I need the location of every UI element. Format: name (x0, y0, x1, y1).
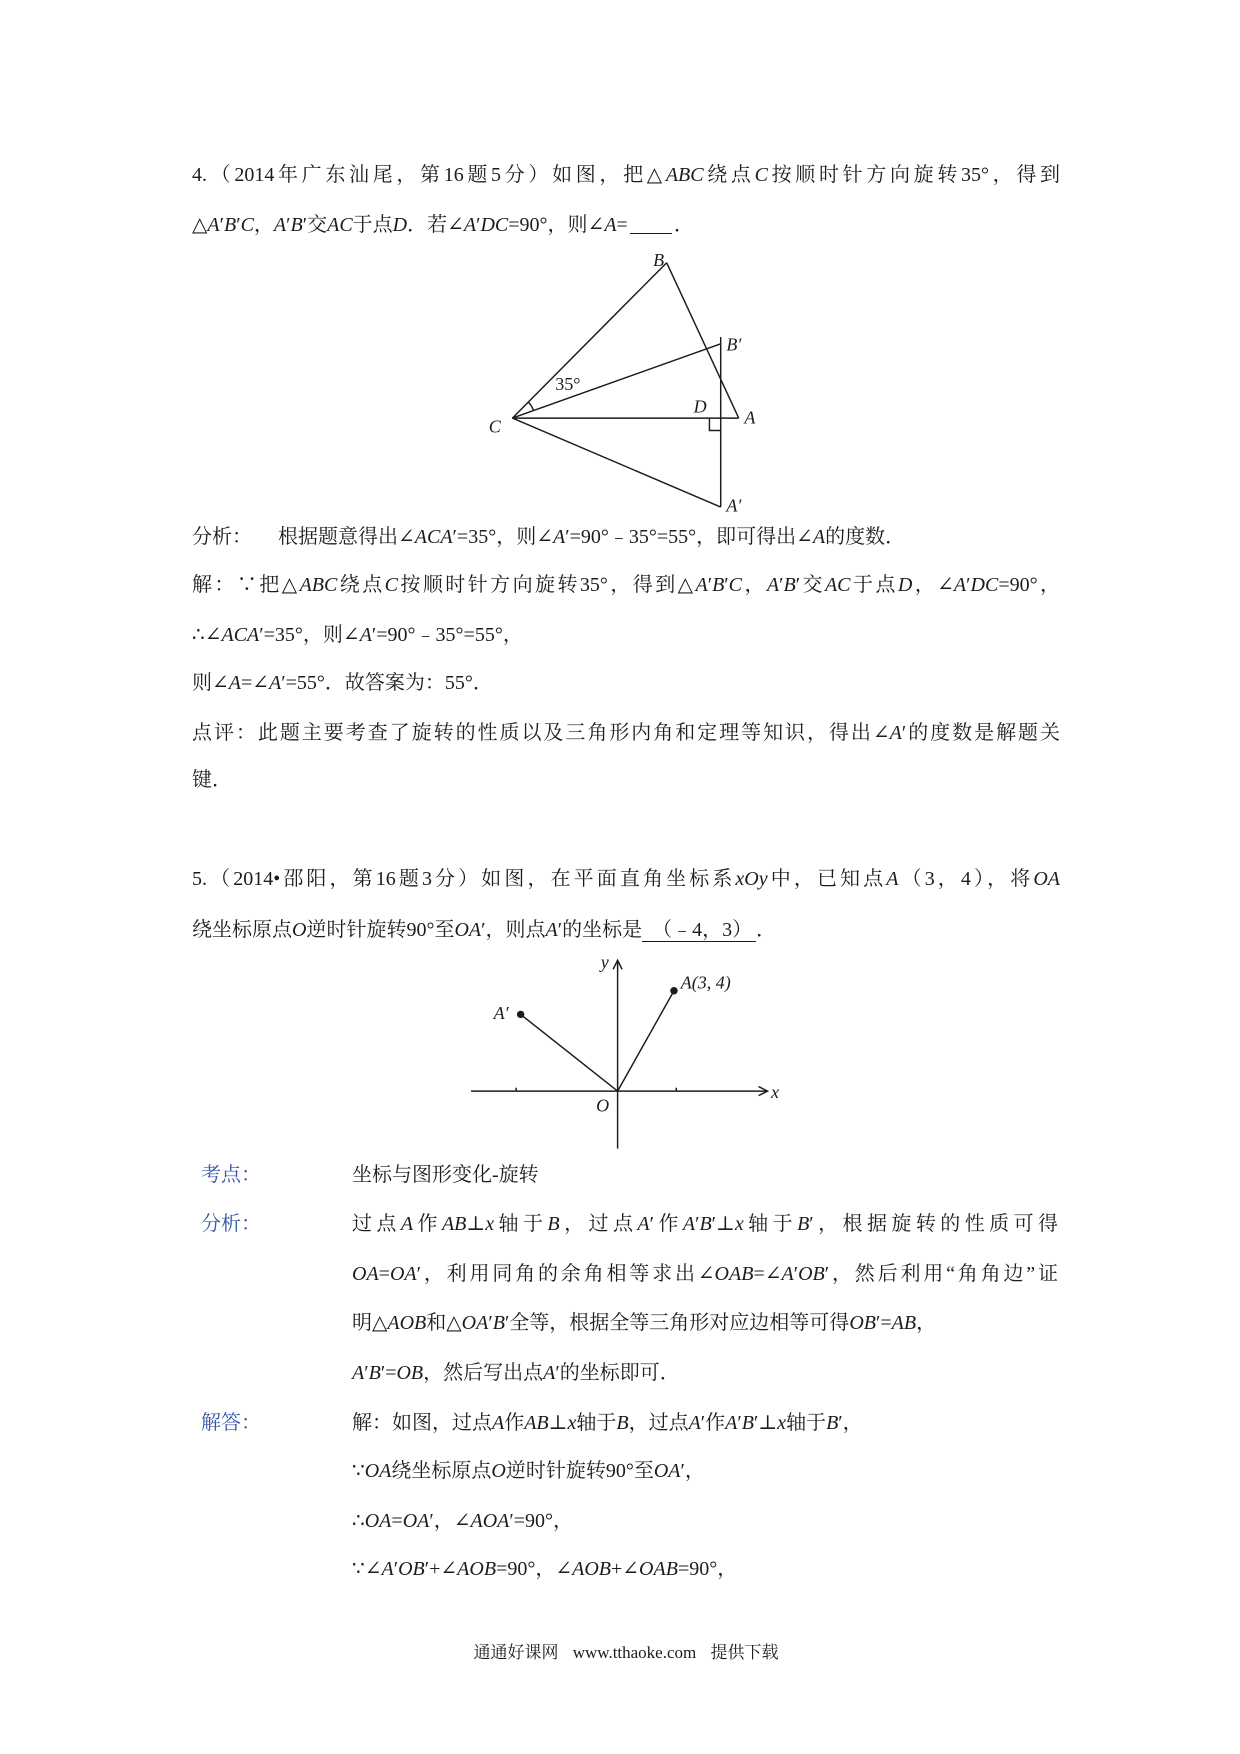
math-variable: C (384, 574, 398, 596)
label-c: C (488, 416, 501, 437)
problem4-solution-line-text: 解：∵把△ABC绕点C按顺时针方向旋转35°，得到△A′B′C，A′B′交AC于点D，∠A′DC=90°， (192, 574, 1061, 596)
math-variable: x (567, 1412, 577, 1434)
math-variable: OAB (639, 1558, 678, 1580)
math-variable: C (240, 214, 254, 236)
math-variable: B (547, 1213, 560, 1235)
problem4-stem-line1 (192, 160, 1060, 190)
math-variable: A (463, 214, 477, 236)
math-variable: OA (653, 1460, 681, 1482)
problem4-solution-line (192, 620, 1060, 650)
math-variable: A (886, 868, 899, 890)
label-point-a-prime: A′ (493, 1002, 509, 1023)
math-variable: D (897, 574, 913, 596)
math-variable: A (725, 1412, 738, 1434)
answer-line (352, 1408, 1058, 1438)
math-variable: B (616, 1412, 629, 1434)
math-variable: AC (824, 574, 851, 596)
math-variable: A (766, 574, 780, 596)
analysis-line-text: A′B′=OB，然后写出点A′的坐标即可． (352, 1362, 680, 1384)
math-variable: A (812, 526, 826, 548)
math-variable: A (352, 1362, 365, 1384)
problem4-solution-line-text: ∴∠ACA′=35°，则∠A′=90°﹣35°=55°， (192, 624, 523, 646)
problem4-stem-line1-text: 4.（2014年广东汕尾，第16题5分）如图，把△ABC绕点C按顺时针方向旋转35°，得到 (192, 164, 1061, 186)
segment-oa-prime (521, 1014, 618, 1091)
right-angle-marker (709, 418, 720, 430)
math-variable: AB (524, 1412, 549, 1434)
problem4-analysis-label: 分析： (192, 526, 252, 548)
problem5-stem-line2 (192, 915, 1060, 945)
label-y-axis: y (600, 952, 609, 973)
math-variable: ACA (414, 526, 453, 548)
segment-cb (512, 263, 666, 418)
math-variable: A (637, 1213, 650, 1235)
math-variable: B (290, 214, 303, 236)
math-variable: A (207, 214, 220, 236)
key-point-label: 考点： (201, 1164, 261, 1186)
problem4-analysis (192, 522, 1060, 552)
math-variable: OB (396, 1362, 424, 1384)
math-variable: B (826, 1412, 839, 1434)
answer-line-text: ∵∠A′OB′+∠AOB=90°，∠AOB+∠OAB=90°， (352, 1558, 738, 1580)
math-variable: B (712, 574, 725, 596)
math-variable: C (754, 164, 768, 186)
segment-oa (618, 991, 674, 1091)
analysis-label: 分析： (201, 1213, 261, 1235)
problem4-solution-line (192, 668, 1060, 698)
answer-line (352, 1456, 1058, 1486)
math-variable: B (699, 1213, 712, 1235)
point-a (670, 987, 677, 994)
problem5-stem-line2-end: ． (756, 919, 777, 941)
label-x-axis: x (770, 1081, 779, 1102)
math-variable: AOB (387, 1312, 427, 1334)
math-variable: OA (364, 1460, 392, 1482)
problem4-stem-line2-end: ． (673, 214, 694, 236)
math-variable: OAB (714, 1263, 754, 1285)
math-variable: B (797, 1213, 810, 1235)
math-variable: A (400, 1213, 414, 1235)
math-variable: A (228, 672, 241, 694)
math-variable: B (741, 1412, 754, 1434)
math-variable: A (269, 672, 282, 694)
math-variable: DC (480, 214, 509, 236)
key-point-text-content: 坐标与图形变化-旋转 (352, 1164, 539, 1186)
label-a-prime: A′ (726, 495, 742, 516)
problem4-comment-line (192, 765, 1060, 795)
segment-cb-prime (512, 344, 720, 418)
filled-answer: （﹣4，3） (642, 919, 756, 942)
math-variable: OA (461, 1312, 489, 1334)
math-variable: OB (798, 1263, 825, 1285)
problem4-solution-line-text: 则∠A=∠A′=55°．故答案为：55°． (192, 672, 493, 694)
problem5-coordinate-figure (462, 949, 789, 1152)
problem4-stem-line2 (192, 210, 1060, 240)
problem4-comment-line (192, 718, 1060, 748)
analysis-line-text: OA=OA′，利用同角的余角相等求出∠OAB=∠A′OB′，然后利用“角角边”证 (352, 1263, 1058, 1285)
problem5-stem-line2-text: 绕坐标原点O逆时针旋转90°至OA′，则点A′的坐标是 (192, 919, 643, 941)
label-b: B (653, 250, 665, 271)
math-variable: A (359, 624, 372, 646)
problem4-solution-line (192, 570, 1060, 600)
math-variable: OB (849, 1312, 876, 1334)
analysis-line (352, 1209, 1058, 1239)
problem4-stem-line2-text: △A′B′C，A′B′交AC于点D．若∠A′DC=90°，则∠A= (192, 214, 628, 236)
key-point-text (352, 1160, 1058, 1190)
math-variable: OA (352, 1263, 379, 1285)
answer-line (352, 1506, 1058, 1536)
analysis-line (352, 1308, 1058, 1338)
math-variable: OA (389, 1263, 417, 1285)
math-variable: O (292, 919, 307, 941)
problem4-analysis-text: 根据题意得出∠ACA′=35°，则∠A′=90°﹣35°=55°，即可得出∠A的度数． (278, 526, 906, 548)
math-variable: B (783, 574, 796, 596)
label-b-prime: B′ (726, 334, 742, 355)
math-variable: A (889, 722, 902, 744)
math-variable: OA (364, 1510, 392, 1532)
answer-line (352, 1554, 1058, 1584)
math-variable: OA (1033, 868, 1060, 890)
math-variable: OA (454, 919, 482, 941)
math-variable: C (728, 574, 743, 596)
math-variable: ABC (665, 164, 704, 186)
math-variable: DC (970, 574, 999, 596)
math-variable: AC (327, 214, 353, 236)
label-angle-35: 35° (555, 373, 581, 394)
math-variable: A (695, 574, 708, 596)
math-variable: A (682, 1213, 696, 1235)
answer-line-text: 解：如图，过点A作AB⊥x轴于B，过点A′作A′B′⊥x轴于B′， (352, 1412, 863, 1434)
math-variable: A (953, 574, 967, 596)
math-variable: OB (398, 1558, 425, 1580)
math-variable: OA (402, 1510, 430, 1532)
math-variable: x (485, 1213, 495, 1235)
math-variable: A (604, 214, 617, 236)
math-variable: B (368, 1362, 381, 1384)
label-origin: O (596, 1095, 610, 1116)
problem5-stem-line1-text: 5.（2014•邵阳，第16题3分）如图，在平面直角坐标系xOy中，已知点A（3，4），将OA (192, 868, 1060, 890)
answer-line-text: ∵OA绕坐标原点O逆时针旋转90°至OA′， (352, 1460, 705, 1482)
math-variable: A (492, 1412, 505, 1434)
page-footer: 通通好课网 www.tthaoke.com 提供下载 (473, 1643, 779, 1662)
math-variable: O (491, 1460, 506, 1482)
math-variable: A (381, 1558, 394, 1580)
problem4-comment-line-text: 键． (192, 769, 232, 791)
math-variable: AOB (572, 1558, 611, 1580)
label-d: D (693, 396, 707, 417)
answer-label: 解答： (201, 1412, 261, 1434)
math-variable: A (273, 214, 287, 236)
problem5-stem-line1 (192, 864, 1060, 894)
math-variable: A (688, 1412, 701, 1434)
math-variable: AOB (457, 1558, 497, 1580)
analysis-line (352, 1358, 1058, 1388)
analysis-line (352, 1259, 1058, 1289)
angle-arc (528, 402, 533, 410)
segment-ca-prime (512, 418, 720, 507)
math-variable: A (552, 526, 566, 548)
label-point-a: A(3, 4) (680, 972, 731, 993)
math-variable: x (734, 1213, 744, 1235)
analysis-line-text: 过点A作AB⊥x轴于B，过点A′作A′B′⊥x轴于B′，根据旋转的性质可得 (352, 1213, 1059, 1235)
label-a: A (744, 407, 756, 428)
math-variable: A (545, 919, 558, 941)
math-variable: AB (441, 1213, 467, 1235)
answer-blank (630, 215, 672, 234)
math-variable: B (223, 214, 237, 236)
analysis-line-text: 明△AOB和△OA′B′全等，根据全等三角形对应边相等可得OB′=AB， (352, 1312, 937, 1334)
problem4-comment-line-text: 点评：此题主要考查了旋转的性质以及三角形内角和定理等知识，得出∠A′的度数是解题关 (192, 722, 1060, 744)
math-variable: A (543, 1362, 556, 1384)
math-variable: ABC (299, 574, 338, 596)
math-variable: A (781, 1263, 794, 1285)
math-variable: B (492, 1312, 505, 1334)
math-variable: D (392, 214, 408, 236)
math-variable: xOy (735, 868, 768, 890)
math-variable: AOA (470, 1510, 510, 1532)
math-variable: x (777, 1412, 787, 1434)
answer-line-text: ∴OA=OA′，∠AOA′=90°， (352, 1510, 574, 1532)
math-variable: AB (891, 1312, 917, 1334)
point-a-prime (517, 1011, 524, 1018)
math-variable: ACA (221, 624, 260, 646)
problem4-rotation-figure (473, 248, 777, 524)
